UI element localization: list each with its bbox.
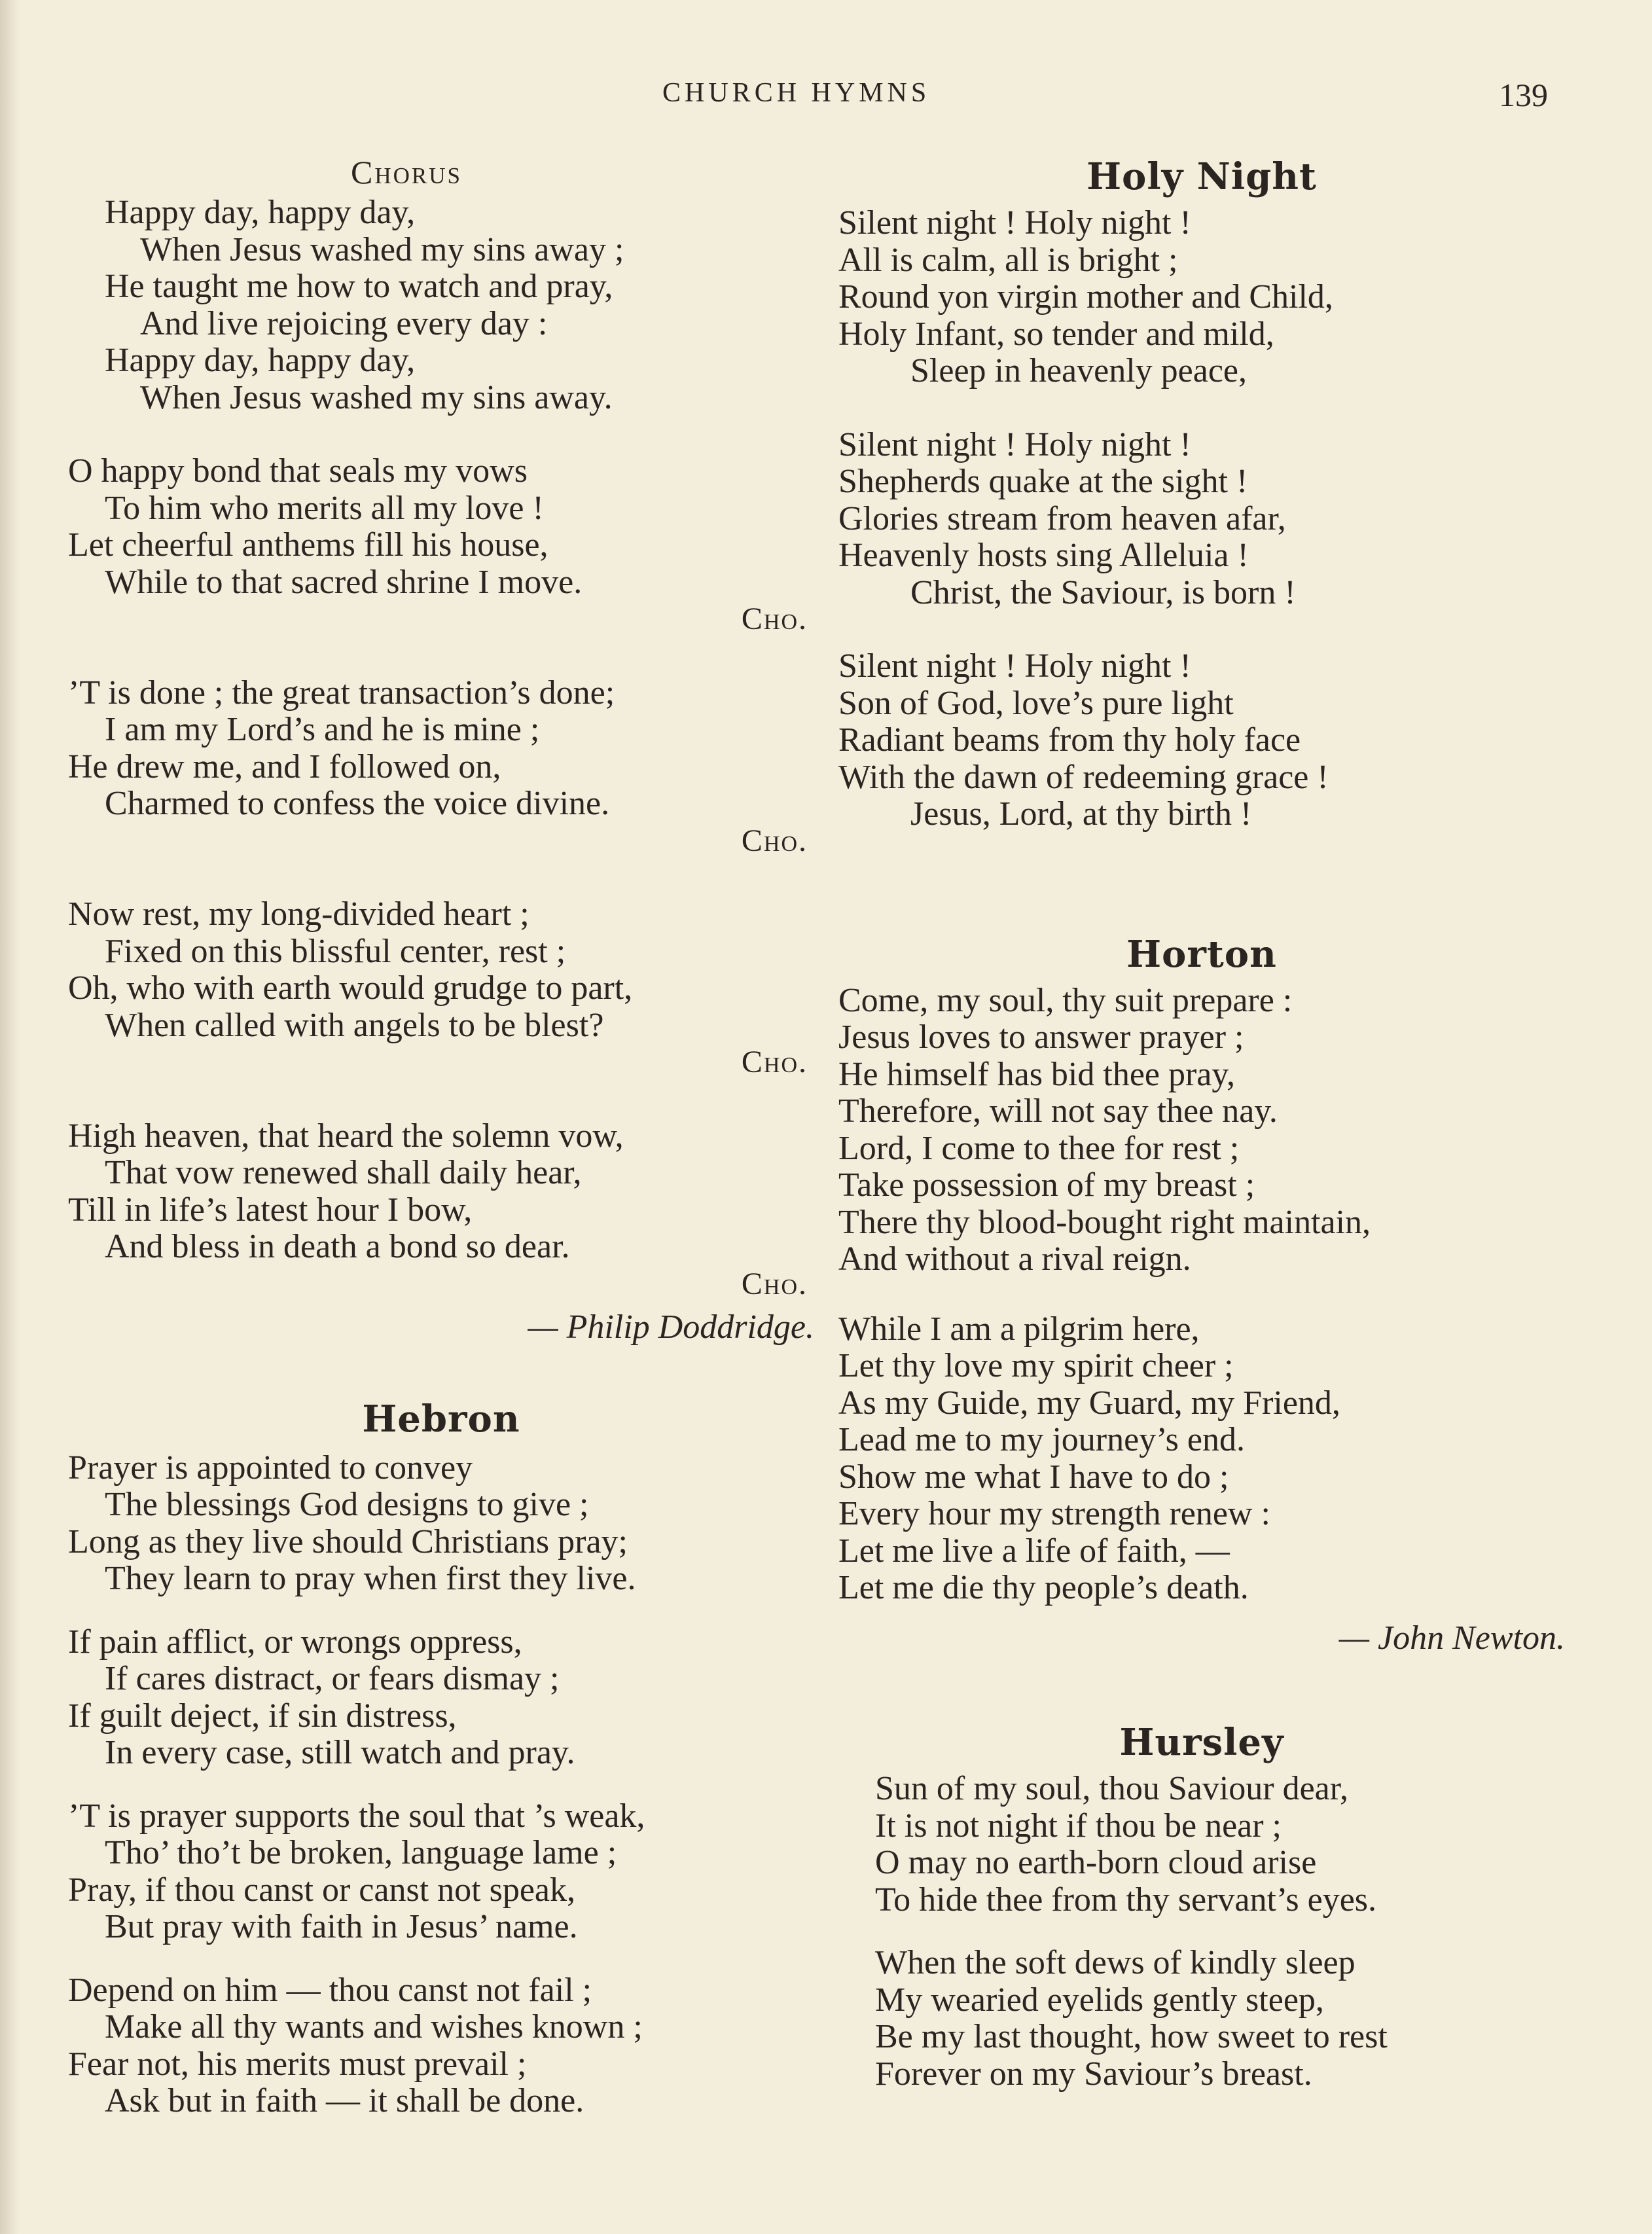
verse-line: It is not night if thou be near ; — [875, 1807, 1282, 1845]
verse-line: There thy blood-bought right maintain, — [838, 1203, 1371, 1241]
verse-line: Lead me to my journey’s end. — [838, 1421, 1245, 1458]
verse-line: They learn to pray when first they live. — [105, 1560, 636, 1597]
verse-line: Silent night ! Holy night ! — [838, 425, 1191, 463]
verse-line: Shepherds quake at the sight ! — [838, 463, 1248, 500]
verse-line: Lord, I come to thee for rest ; — [838, 1129, 1240, 1167]
chorus-marker: Cho. — [741, 1045, 808, 1079]
verse-line: O may no earth-born cloud arise — [875, 1844, 1317, 1881]
verse-line: Let cheerful anthems fill his house, — [68, 526, 548, 564]
author-attribution: — Philip Doddridge. — [528, 1308, 814, 1346]
verse-line: Silent night ! Holy night ! — [838, 204, 1191, 242]
verse-line: I am my Lord’s and he is mine ; — [105, 711, 540, 748]
verse-line: Radiant beams from thy holy face — [838, 721, 1301, 759]
verse-line: Long as they live should Christians pray; — [68, 1522, 628, 1560]
verse-line: O happy bond that seals my vows — [68, 452, 528, 490]
verse-line: Show me what I have to do ; — [838, 1458, 1229, 1496]
page-edge-shadow — [0, 0, 20, 2234]
verse-line: Let thy love my spirit cheer ; — [838, 1347, 1234, 1384]
stanza — [838, 1945, 1565, 2093]
stanza — [68, 1624, 814, 1772]
verse-line: Glories stream from heaven afar, — [838, 499, 1286, 537]
verse-line: Now rest, my long-divided heart ; — [68, 895, 530, 933]
stanza — [68, 1972, 814, 2120]
stanza — [838, 648, 1565, 833]
stanza — [838, 1771, 1565, 1919]
chorus-marker: Cho. — [741, 823, 808, 858]
left-column — [68, 154, 814, 2120]
verse-line: Son of God, love’s pure light — [838, 684, 1234, 722]
verse-line: When called with angels to be blest? — [105, 1006, 604, 1044]
verse-line: And without a rival reign. — [838, 1240, 1191, 1278]
verse-line: As my Guide, my Guard, my Friend, — [838, 1384, 1340, 1422]
verse-line: Oh, who with earth would grudge to part, — [68, 969, 633, 1007]
verse-line: Sleep in heavenly peace, — [910, 352, 1247, 389]
verse-line: Make all thy wants and wishes known ; — [105, 2008, 643, 2045]
verse-line: Sun of my soul, thou Saviour dear, — [875, 1770, 1348, 1807]
verse-line: Heavenly hosts sing Alleluia ! — [838, 537, 1249, 574]
stanza — [838, 1311, 1565, 1607]
chorus-marker: Cho. — [741, 1266, 808, 1301]
verse-line: He himself has bid thee pray, — [838, 1055, 1235, 1093]
verse-line: Let me die thy people’s death. — [838, 1569, 1249, 1606]
verse-line: And live rejoicing every day : — [140, 304, 548, 342]
verse-line: Therefore, will not say thee nay. — [838, 1092, 1278, 1130]
chorus-marker: Cho. — [741, 602, 808, 636]
verse-line: Jesus loves to answer prayer ; — [838, 1018, 1244, 1056]
verse-line: Holy Infant, so tender and mild, — [838, 315, 1274, 353]
stanza — [68, 453, 814, 638]
verse-line: While I am a pilgrim here, — [838, 1310, 1200, 1348]
verse-line: Prayer is appointed to convey — [68, 1449, 473, 1486]
chorus-stanza — [68, 194, 814, 416]
verse-line: Happy day, happy day, — [105, 194, 416, 231]
verse-line: Be my last thought, how sweet to rest — [875, 2018, 1388, 2055]
verse-line: Tho’ tho’t be broken, language lame ; — [105, 1834, 617, 1871]
verse-line: Charmed to confess the voice divine. — [105, 785, 610, 822]
stanza — [68, 1118, 814, 1303]
verse-line: When the soft dews of kindly sleep — [875, 1944, 1356, 1981]
verse-line: But pray with faith in Jesus’ name. — [105, 1908, 578, 1945]
verse-line: The blessings God designs to give ; — [105, 1486, 589, 1523]
right-column — [838, 154, 1565, 2093]
stanza — [68, 1798, 814, 1946]
verse-line: ’T is prayer supports the soul that ’s weak, — [68, 1797, 645, 1835]
verse-line: All is calm, all is bright ; — [838, 241, 1178, 279]
verse-line: And bless in death a bond so dear. — [105, 1228, 570, 1265]
verse-line: Depend on him — thou canst not fail ; — [68, 1971, 592, 2009]
verse-line: Round yon virgin mother and Child, — [838, 278, 1333, 315]
verse-line: He drew me, and I followed on, — [68, 748, 501, 785]
verse-line: Fixed on this blissful center, rest ; — [105, 932, 566, 970]
stanza — [68, 896, 814, 1081]
verse-line: Forever on my Saviour’s breast. — [875, 2055, 1312, 2093]
verse-line: Jesus, Lord, at thy birth ! — [910, 795, 1252, 833]
verse-line: Till in life’s latest hour I bow, — [68, 1191, 473, 1229]
verse-line: Take possession of my breast ; — [838, 1166, 1255, 1204]
stanza — [838, 205, 1565, 390]
verse-line: With the dawn of redeeming grace ! — [838, 758, 1329, 796]
verse-line: Christ, the Saviour, is born ! — [910, 573, 1296, 611]
verse-line: Happy day, happy day, — [105, 342, 416, 379]
verse-line: Fear not, his merits must prevail ; — [68, 2045, 527, 2083]
verse-line: To hide thee from thy servant’s eyes. — [875, 1881, 1377, 1919]
hymn-title-holy-night: Holy Night — [1086, 155, 1317, 198]
verse-line: Every hour my strength renew : — [838, 1495, 1270, 1532]
verse-line: If cares distract, or fears dismay ; — [105, 1660, 560, 1697]
verse-line: To him who merits all my love ! — [105, 489, 544, 527]
verse-line: If guilt deject, if sin distress, — [68, 1697, 457, 1735]
verse-line: When Jesus washed my sins away. — [140, 378, 613, 416]
verse-line: Silent night ! Holy night ! — [838, 647, 1191, 685]
verse-line: My wearied eyelids gently steep, — [875, 1981, 1324, 2019]
chorus-heading: Chorus — [351, 154, 462, 190]
author-attribution: — John Newton. — [1338, 1619, 1565, 1657]
verse-line: Ask but in faith — it shall be done. — [105, 2082, 584, 2119]
hymn-title-horton: Horton — [1126, 932, 1277, 976]
verse-line: While to that sacred shrine I move. — [105, 563, 583, 601]
running-title: CHURCH HYMNS — [662, 78, 931, 108]
verse-line: Come, my soul, thy suit prepare : — [838, 981, 1293, 1019]
verse-line: High heaven, that heard the solemn vow, — [68, 1117, 624, 1155]
verse-line: If pain afflict, or wrongs oppress, — [68, 1623, 522, 1661]
hymn-title-hebron: Hebron — [362, 1397, 520, 1441]
page-number: 139 — [1499, 77, 1548, 113]
verse-line: Let me live a life of faith, — — [838, 1532, 1230, 1570]
verse-line: ’T is done ; the great transaction’s done; — [68, 674, 615, 712]
page-header — [0, 77, 1652, 117]
stanza — [838, 427, 1565, 612]
verse-line: In every case, still watch and pray. — [105, 1734, 575, 1771]
stanza — [68, 675, 814, 860]
verse-line: Pray, if thou canst or canst not speak, — [68, 1871, 575, 1909]
verse-line: He taught me how to watch and pray, — [105, 268, 613, 305]
hymn-title-hursley: Hursley — [1119, 1721, 1284, 1764]
verse-line: When Jesus washed my sins away ; — [140, 230, 624, 268]
stanza — [838, 982, 1565, 1278]
verse-line: That vow renewed shall daily hear, — [105, 1154, 582, 1191]
stanza — [68, 1450, 814, 1598]
